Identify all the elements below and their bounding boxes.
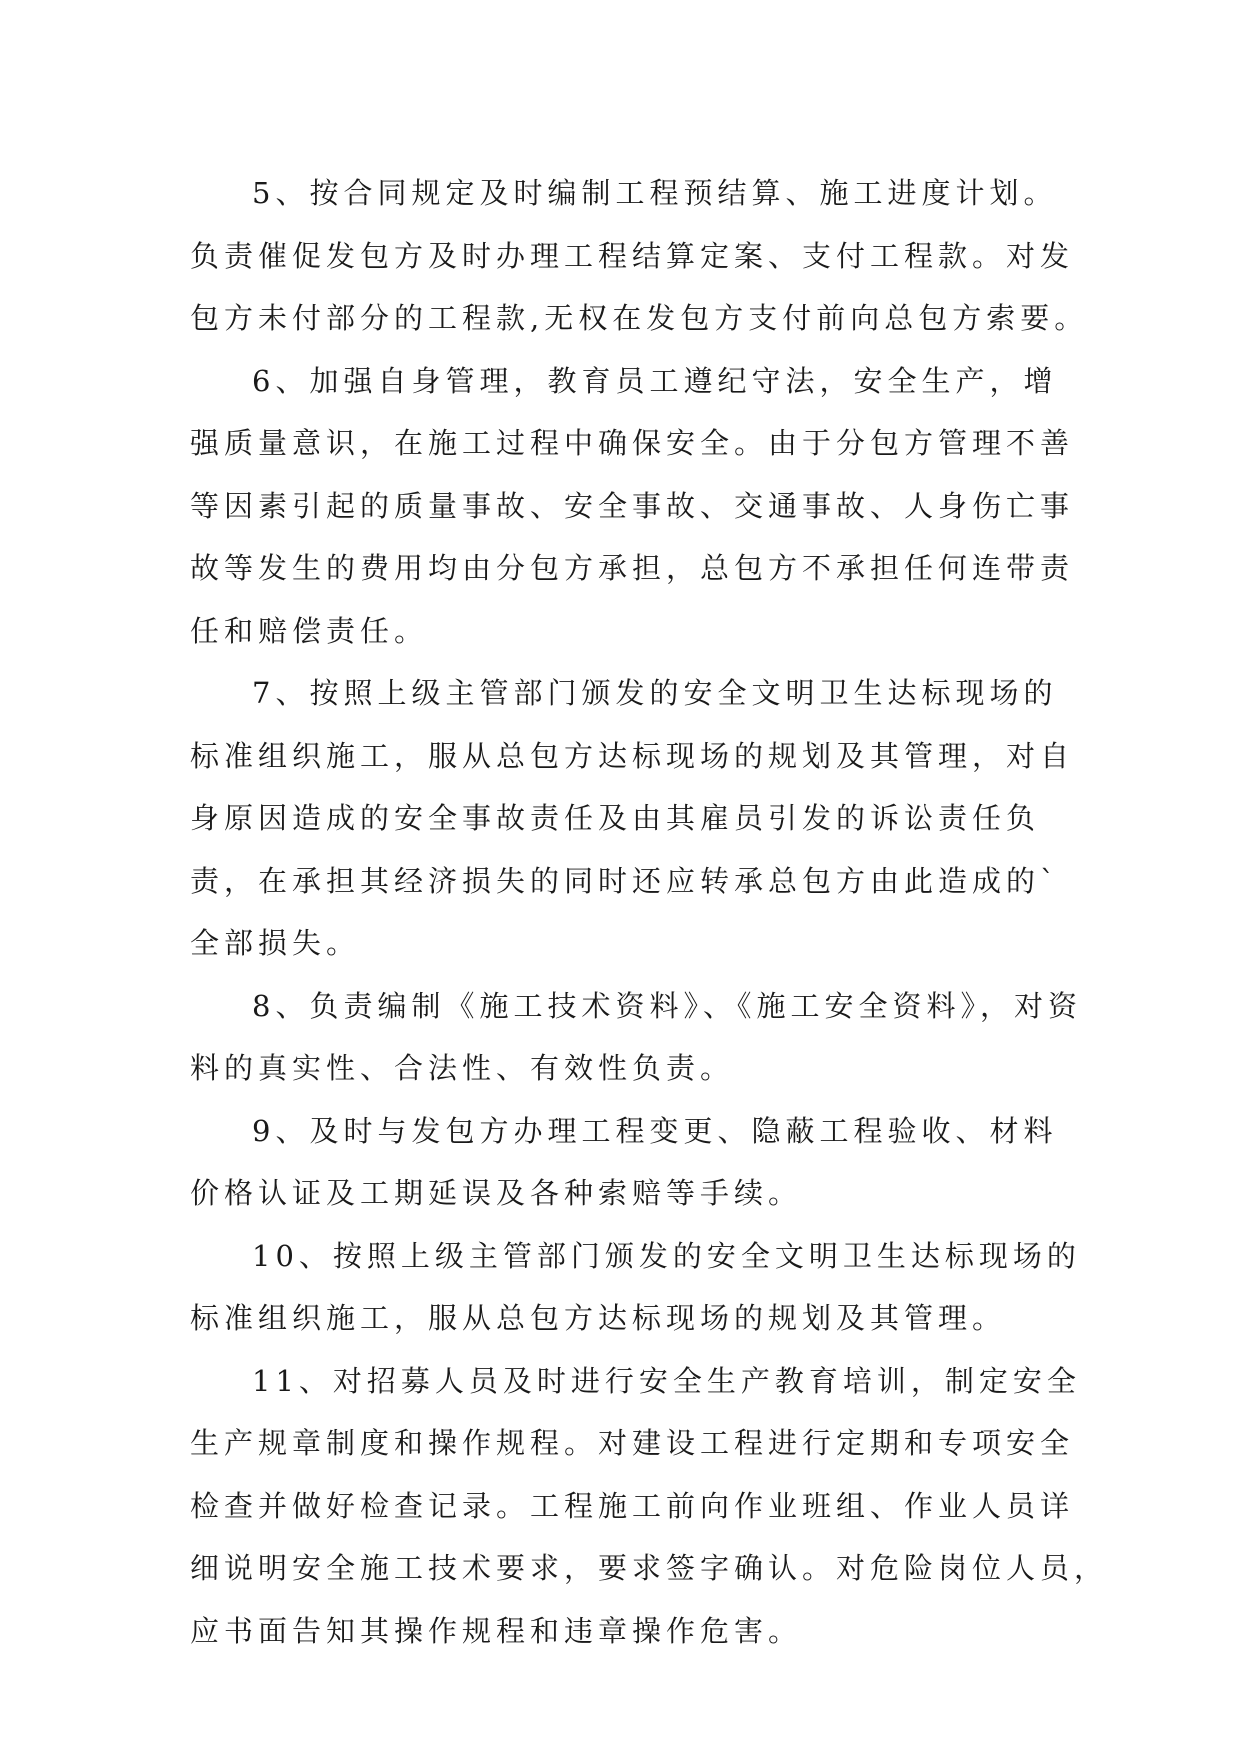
paragraph-5-line-1: 5、按合同规定及时编制工程预结算、施工进度计划。 bbox=[252, 176, 1058, 210]
paragraph-11-line-2: 生产规章制度和操作规程。对建设工程进行定期和专项安全 bbox=[190, 1426, 1075, 1460]
paragraph-6-line-3: 等因素引起的质量事故、安全事故、交通事故、人身伤亡事 bbox=[190, 488, 1075, 523]
paragraph-6-line-4: 故等发生的费用均由分包方承担，总包方不承担任何连带责 bbox=[190, 551, 1075, 585]
paragraph-10-line-2: 标准组织施工，服从总包方达标现场的规划及其管理。 bbox=[190, 1301, 1007, 1335]
paragraph-11-line-3: 检查并做好检查记录。工程施工前向作业班组、作业人员详 bbox=[190, 1488, 1075, 1523]
paragraph-7-line-4: 责，在承担其经济损失的同时还应转承总包方由此造成的` bbox=[190, 863, 1060, 898]
paragraph-9-line-1: 9、及时与发包方办理工程变更、隐蔽工程验收、材料 bbox=[252, 1113, 1058, 1148]
paragraph-7-line-5: 全部损失。 bbox=[190, 926, 361, 960]
paragraph-6-line-2: 强质量意识，在施工过程中确保安全。由于分包方管理不善 bbox=[190, 426, 1075, 460]
paragraph-7-line-2: 标准组织施工，服从总包方达标现场的规划及其管理，对自 bbox=[190, 738, 1075, 773]
paragraph-9-line-2: 价格认证及工期延误及各种索赔等手续。 bbox=[190, 1176, 803, 1210]
paragraph-11-line-5: 应书面告知其操作规程和违章操作危害。 bbox=[190, 1613, 803, 1648]
paragraph-11-line-4: 细说明安全施工技术要求，要求签字确认。对危险岗位人员， bbox=[190, 1551, 1109, 1585]
paragraph-8-line-2: 料的真实性、合法性、有效性负责。 bbox=[190, 1051, 735, 1085]
paragraph-5-line-3: 包方未付部分的工程款,无权在发包方支付前向总包方索要。 bbox=[190, 301, 1089, 335]
document-body bbox=[190, 162, 1109, 1662]
paragraph-5-line-2: 负责催促发包方及时办理工程结算定案、支付工程款。对发 bbox=[190, 238, 1075, 273]
paragraph-8-line-1: 8、负责编制《施工技术资料》、《施工安全资料》，对资 bbox=[252, 988, 1082, 1023]
paragraph-6-line-5: 任和赔偿责任。 bbox=[190, 613, 429, 648]
paragraph-7-line-3: 身原因造成的安全事故责任及由其雇员引发的诉讼责任负 bbox=[190, 801, 1041, 835]
paragraph-7-line-1: 7、按照上级主管部门颁发的安全文明卫生达标现场的 bbox=[252, 676, 1058, 710]
paragraph-6-line-1: 6、加强自身管理，教育员工遵纪守法，安全生产，增 bbox=[252, 363, 1058, 398]
paragraph-11-line-1: 11、对招募人员及时进行安全生产教育培训，制定安全 bbox=[252, 1363, 1081, 1398]
paragraph-10-line-1: 10、按照上级主管部门颁发的安全文明卫生达标现场的 bbox=[252, 1238, 1081, 1273]
